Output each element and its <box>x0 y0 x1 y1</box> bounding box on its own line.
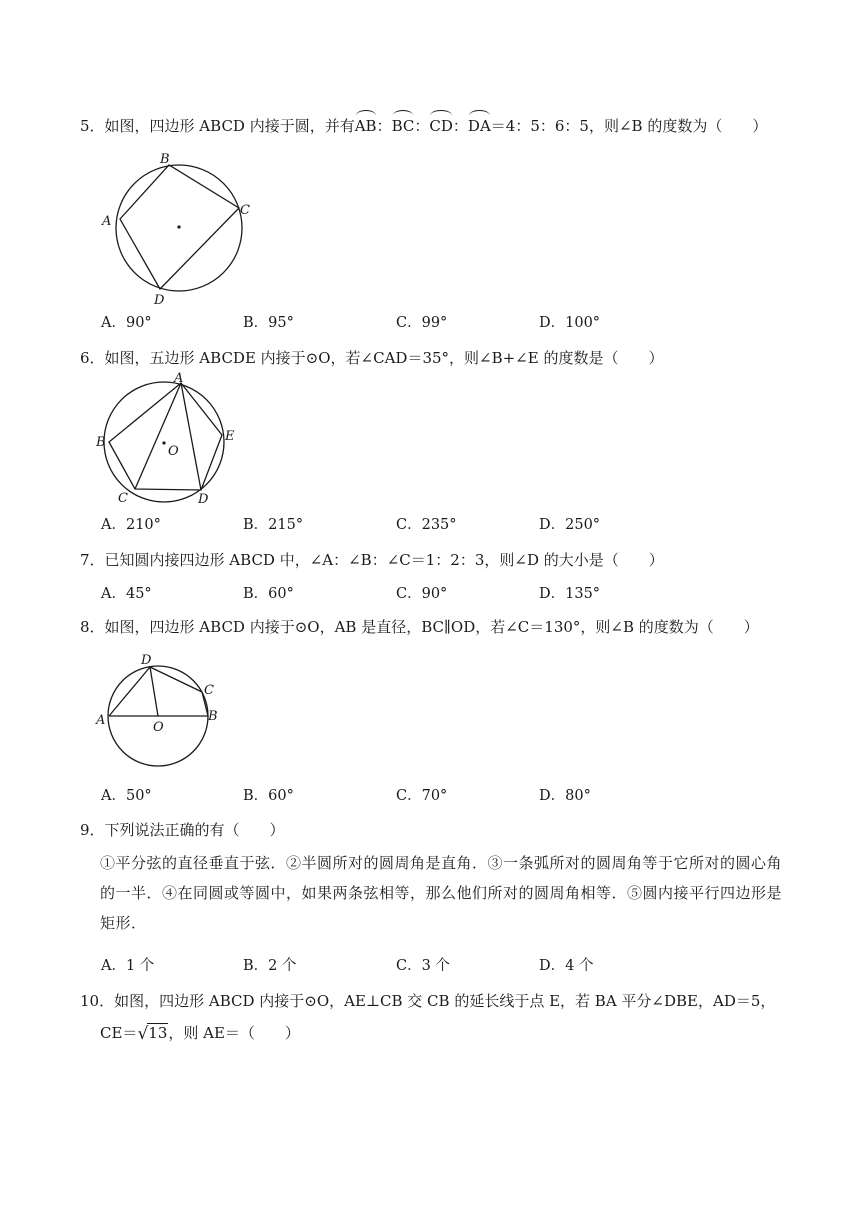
q6-label-a: A <box>174 372 184 386</box>
q5-label-d: D <box>154 293 165 308</box>
q8-option-d[interactable]: D．80° <box>539 788 591 804</box>
q6-figure <box>94 372 244 510</box>
sep-2: ： <box>414 117 430 135</box>
q7-option-d[interactable]: D．135° <box>539 586 601 602</box>
q6-chord-ad <box>181 383 201 490</box>
question-7-stem: 7．已知圆内接四边形 ABCD 中，∠A：∠B：∠C＝1：2：3，则∠D 的大小是（ ） <box>80 551 664 569</box>
q6-option-a[interactable]: A．210° <box>101 517 161 533</box>
q5-figure <box>96 148 266 308</box>
q6-label-e: E <box>225 429 235 444</box>
q6-option-b[interactable]: B．215° <box>243 517 304 533</box>
question-6-stem: 6．如图，五边形 ABCDE 内接于⊙O，若∠CAD＝35°，则∠B+∠E 的度数是（ ） <box>80 349 664 367</box>
q8-label-b: B <box>208 709 218 724</box>
q8-label-a: A <box>96 713 106 728</box>
q9-option-a[interactable]: A．1 个 <box>101 958 155 974</box>
question-5-stem <box>80 116 767 136</box>
q6-chord-ac <box>135 383 181 489</box>
q8-chord-dc <box>150 667 202 692</box>
q9-option-c[interactable]: C．3 个 <box>396 958 450 974</box>
q7-option-a[interactable]: A．45° <box>101 586 152 602</box>
question-10-stem: 10．如图，四边形 ABCD 内接于⊙O，AE⊥CB 交 CB 的延长线于点 E，若 BA 平分∠DBE，AD＝5， <box>80 992 776 1010</box>
sep-3: ： <box>452 117 468 135</box>
question-8-stem: 8．如图，四边形 ABCD 内接于⊙O，AB 是直径，BC∥OD，若∠C＝130°，则∠B 的度数为（ ） <box>80 618 759 636</box>
sep-4: ＝4：5：6：5，则∠B 的度数为（ ） <box>490 117 768 135</box>
q5-label-c: C <box>240 203 250 218</box>
arc-bc: BC <box>391 117 415 135</box>
q6-option-d[interactable]: D．250° <box>539 517 601 533</box>
q6-label-o: O <box>168 444 179 459</box>
q8-label-o: O <box>153 720 164 735</box>
q5-label-a: A <box>102 214 112 229</box>
question-9-stem: 9．下列说法正确的有（ ） <box>80 821 285 839</box>
q9-option-b[interactable]: B．2 个 <box>243 958 297 974</box>
q8-label-c: C <box>204 683 214 698</box>
q6-center-dot <box>162 441 165 444</box>
question-10-line2 <box>100 1023 300 1043</box>
q7-option-c[interactable]: C．90° <box>396 586 448 602</box>
q8-option-b[interactable]: B．60° <box>243 788 294 804</box>
q8-segment-od <box>150 667 158 716</box>
q8-label-d: D <box>141 653 152 668</box>
q5-option-a[interactable]: A．90° <box>101 315 152 331</box>
arc-ab: AB <box>354 117 377 135</box>
q9-statements: ①平分弦的直径垂直于弦．②半圆所对的圆周角是直角．③一条弧所对的圆周角等于它所对的圆心角的一半．④在同圆或等圆中，如果两条弦相等，那么他们所对的圆周角相等．⑤圆内接平行四边形是矩形． <box>100 854 783 932</box>
arc-da: DA <box>467 117 491 135</box>
q7-option-b[interactable]: B．60° <box>243 586 294 602</box>
q5-option-d[interactable]: D．100° <box>539 315 601 331</box>
q8-option-c[interactable]: C．70° <box>396 788 448 804</box>
q5-label-b: B <box>160 152 170 167</box>
sep-1: ： <box>376 117 392 135</box>
q9-option-d[interactable]: D．4 个 <box>539 958 594 974</box>
arc-cd: CD <box>429 117 453 135</box>
sqrt-icon: √ <box>137 1024 149 1044</box>
q5-stem-text: 5．如图，四边形 ABCD 内接于圆，并有 <box>80 117 355 135</box>
q5-center-dot <box>177 225 180 228</box>
q8-figure <box>94 650 234 778</box>
q5-option-c[interactable]: C．99° <box>396 315 448 331</box>
q5-option-b[interactable]: B．95° <box>243 315 294 331</box>
q6-label-d: D <box>198 492 209 507</box>
q10-ce-prefix: CE＝ <box>100 1024 138 1042</box>
q8-option-a[interactable]: A．50° <box>101 788 152 804</box>
q10-sqrt-value: 13 <box>148 1024 168 1042</box>
q10-ce-suffix: ，则 AE＝（ ） <box>168 1024 300 1042</box>
q6-label-b: B <box>96 435 106 450</box>
q6-option-c[interactable]: C．235° <box>396 517 457 533</box>
q6-label-c: C <box>118 491 128 506</box>
